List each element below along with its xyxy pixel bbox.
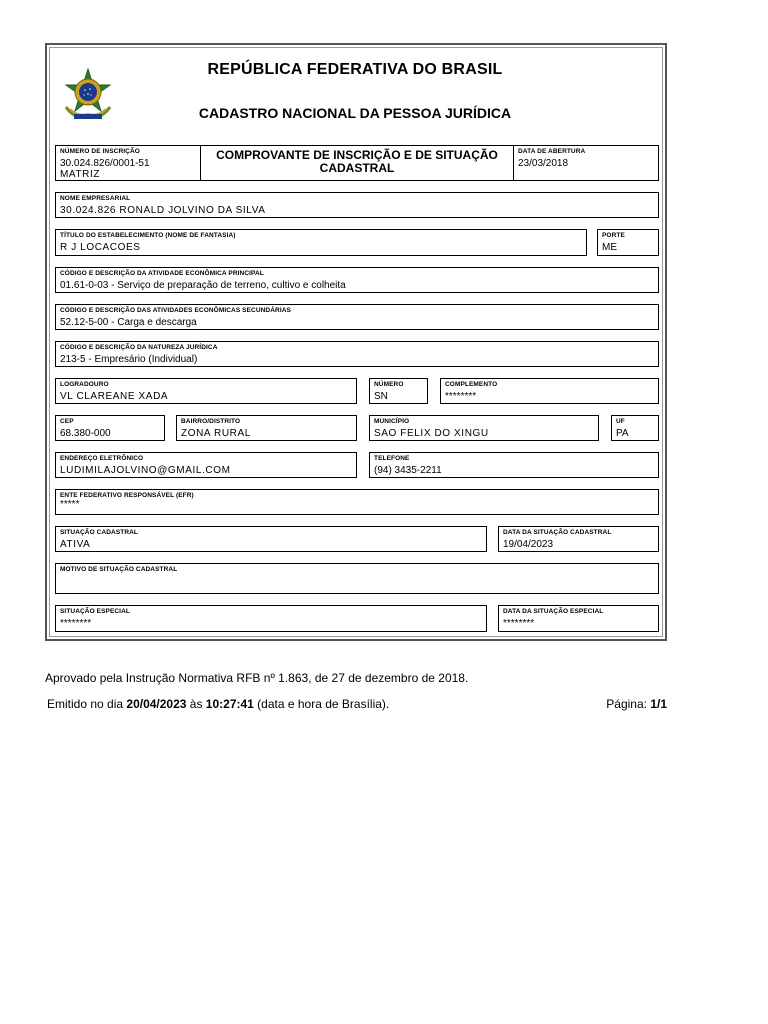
natureza-box xyxy=(55,341,659,367)
situacao-label: SITUAÇÃO CADASTRAL xyxy=(60,529,138,536)
email-box xyxy=(55,452,357,478)
porte-box xyxy=(597,229,659,256)
uf-label: UF xyxy=(616,418,625,425)
complemento-box xyxy=(440,378,659,404)
telefone-value: (94) 3435-2211 xyxy=(374,465,442,476)
titulo-value: R J LOCACOES xyxy=(60,242,141,253)
numero-value: SN xyxy=(374,391,388,402)
abertura-box xyxy=(513,145,659,181)
municipio-value: SAO FELIX DO XINGU xyxy=(374,428,489,439)
atividades-secundarias-box xyxy=(55,304,659,330)
page-title: REPÚBLICA FEDERATIVA DO BRASIL xyxy=(207,61,503,78)
uf-box xyxy=(611,415,659,441)
comprovante-line2: CADASTRAL xyxy=(319,161,395,175)
inscricao-label: NÚMERO DE INSCRIÇÃO xyxy=(60,148,140,155)
telefone-label: TELEFONE xyxy=(374,455,410,462)
situacao-especial-box xyxy=(55,605,487,632)
atividade-principal-label: CÓDIGO E DESCRIÇÃO DA ATIVIDADE ECONÔMICA PRINCIPAL xyxy=(60,270,264,277)
situacao-especial-value: ******** xyxy=(60,618,92,629)
municipio-label: MUNICÍPIO xyxy=(374,418,410,425)
nome-empresarial-box xyxy=(55,192,659,218)
logradouro-label: LOGRADOURO xyxy=(60,381,109,388)
brazil-coat-of-arms-icon xyxy=(60,67,116,123)
municipio-box xyxy=(369,415,599,441)
comprovante-box xyxy=(200,145,514,181)
efr-label: ENTE FEDERATIVO RESPONSÁVEL (EFR) xyxy=(60,492,194,499)
situacao-box xyxy=(55,526,487,552)
titulo-box xyxy=(55,229,587,256)
porte-value: ME xyxy=(602,242,617,253)
emitido-time: 10:27:41 xyxy=(205,697,254,711)
natureza-label: CÓDIGO E DESCRIÇÃO DA NATUREZA JURÍDICA xyxy=(60,344,218,351)
situacao-especial-label: SITUAÇÃO ESPECIAL xyxy=(60,608,130,615)
logradouro-box xyxy=(55,378,357,404)
porte-label: PORTE xyxy=(602,232,625,239)
data-situacao-especial-box xyxy=(498,605,659,632)
emitido-date: 20/04/2023 xyxy=(126,697,187,711)
atividade-principal-box xyxy=(55,267,659,293)
data-situacao-value: 19/04/2023 xyxy=(503,539,554,550)
abertura-label: DATA DE ABERTURA xyxy=(518,148,586,155)
situacao-value: ATIVA xyxy=(60,539,91,550)
atividades-secundarias-value: 52.12-5-00 - Carga e descarga xyxy=(60,317,197,328)
efr-box xyxy=(55,489,659,515)
nome-empresarial-value: 30.024.826 RONALD JOLVINO DA SILVA xyxy=(60,205,266,216)
pagina-value: 1/1 xyxy=(650,697,667,711)
uf-value: PA xyxy=(616,428,629,439)
telefone-box xyxy=(369,452,659,478)
atividades-secundarias-label: CÓDIGO E DESCRIÇÃO DAS ATIVIDADES ECONÔMICAS SECUNDÁRIAS xyxy=(60,307,291,314)
emitido-mid: às xyxy=(186,697,206,711)
nome-empresarial-label: NOME EMPRESARIAL xyxy=(60,195,131,202)
efr-value: ***** xyxy=(60,499,80,510)
complemento-value: ******** xyxy=(445,391,477,402)
pagina-label: Página: xyxy=(606,697,651,711)
bairro-value: ZONA RURAL xyxy=(181,428,251,439)
data-situacao-especial-value: ******** xyxy=(503,618,535,629)
inscricao-number: 30.024.826/0001-51 xyxy=(60,158,150,169)
cep-value: 68.380-000 xyxy=(60,428,111,439)
aprovado-text: Aprovado pela Instrução Normativa RFB nº 1.863, de 27 de dezembro de 2018. xyxy=(45,671,469,685)
natureza-value: 213-5 - Empresário (Individual) xyxy=(60,354,198,365)
emitido-prefix: Emitido no dia xyxy=(47,697,127,711)
inscricao-box xyxy=(55,145,201,181)
email-label: ENDEREÇO ELETRÔNICO xyxy=(60,455,144,462)
bairro-label: BAIRRO/DISTRITO xyxy=(181,418,241,425)
atividade-principal-value: 01.61-0-03 - Serviço de preparação de terreno, cultivo e colheita xyxy=(60,280,346,291)
email-value: LUDIMILAJOLVINO@GMAIL.COM xyxy=(60,465,231,476)
motivo-label: MOTIVO DE SITUAÇÃO CADASTRAL xyxy=(60,566,178,573)
cep-label: CEP xyxy=(60,418,74,425)
data-situacao-box xyxy=(498,526,659,552)
inscricao-type: MATRIZ xyxy=(60,169,101,180)
numero-label: NÚMERO xyxy=(374,381,404,388)
cep-box xyxy=(55,415,165,441)
titulo-label: TÍTULO DO ESTABELECIMENTO (NOME DE FANTASIA) xyxy=(60,232,236,239)
numero-box xyxy=(369,378,428,404)
data-situacao-label: DATA DA SITUAÇÃO CADASTRAL xyxy=(503,529,612,536)
pagina-text xyxy=(606,697,667,711)
complemento-label: COMPLEMENTO xyxy=(445,381,498,388)
data-situacao-especial-label: DATA DA SITUAÇÃO ESPECIAL xyxy=(503,608,604,615)
emitido-suffix: (data e hora de Brasília). xyxy=(253,697,390,711)
emitido-text xyxy=(47,697,389,711)
comprovante-line1: COMPROVANTE DE INSCRIÇÃO E DE SITUAÇÃO xyxy=(216,148,498,162)
motivo-box xyxy=(55,563,659,594)
abertura-value: 23/03/2018 xyxy=(518,158,569,169)
page-subtitle: CADASTRO NACIONAL DA PESSOA JURÍDICA xyxy=(198,105,512,121)
bairro-box xyxy=(176,415,357,441)
logradouro-value: VL CLAREANE XADA xyxy=(60,391,169,402)
